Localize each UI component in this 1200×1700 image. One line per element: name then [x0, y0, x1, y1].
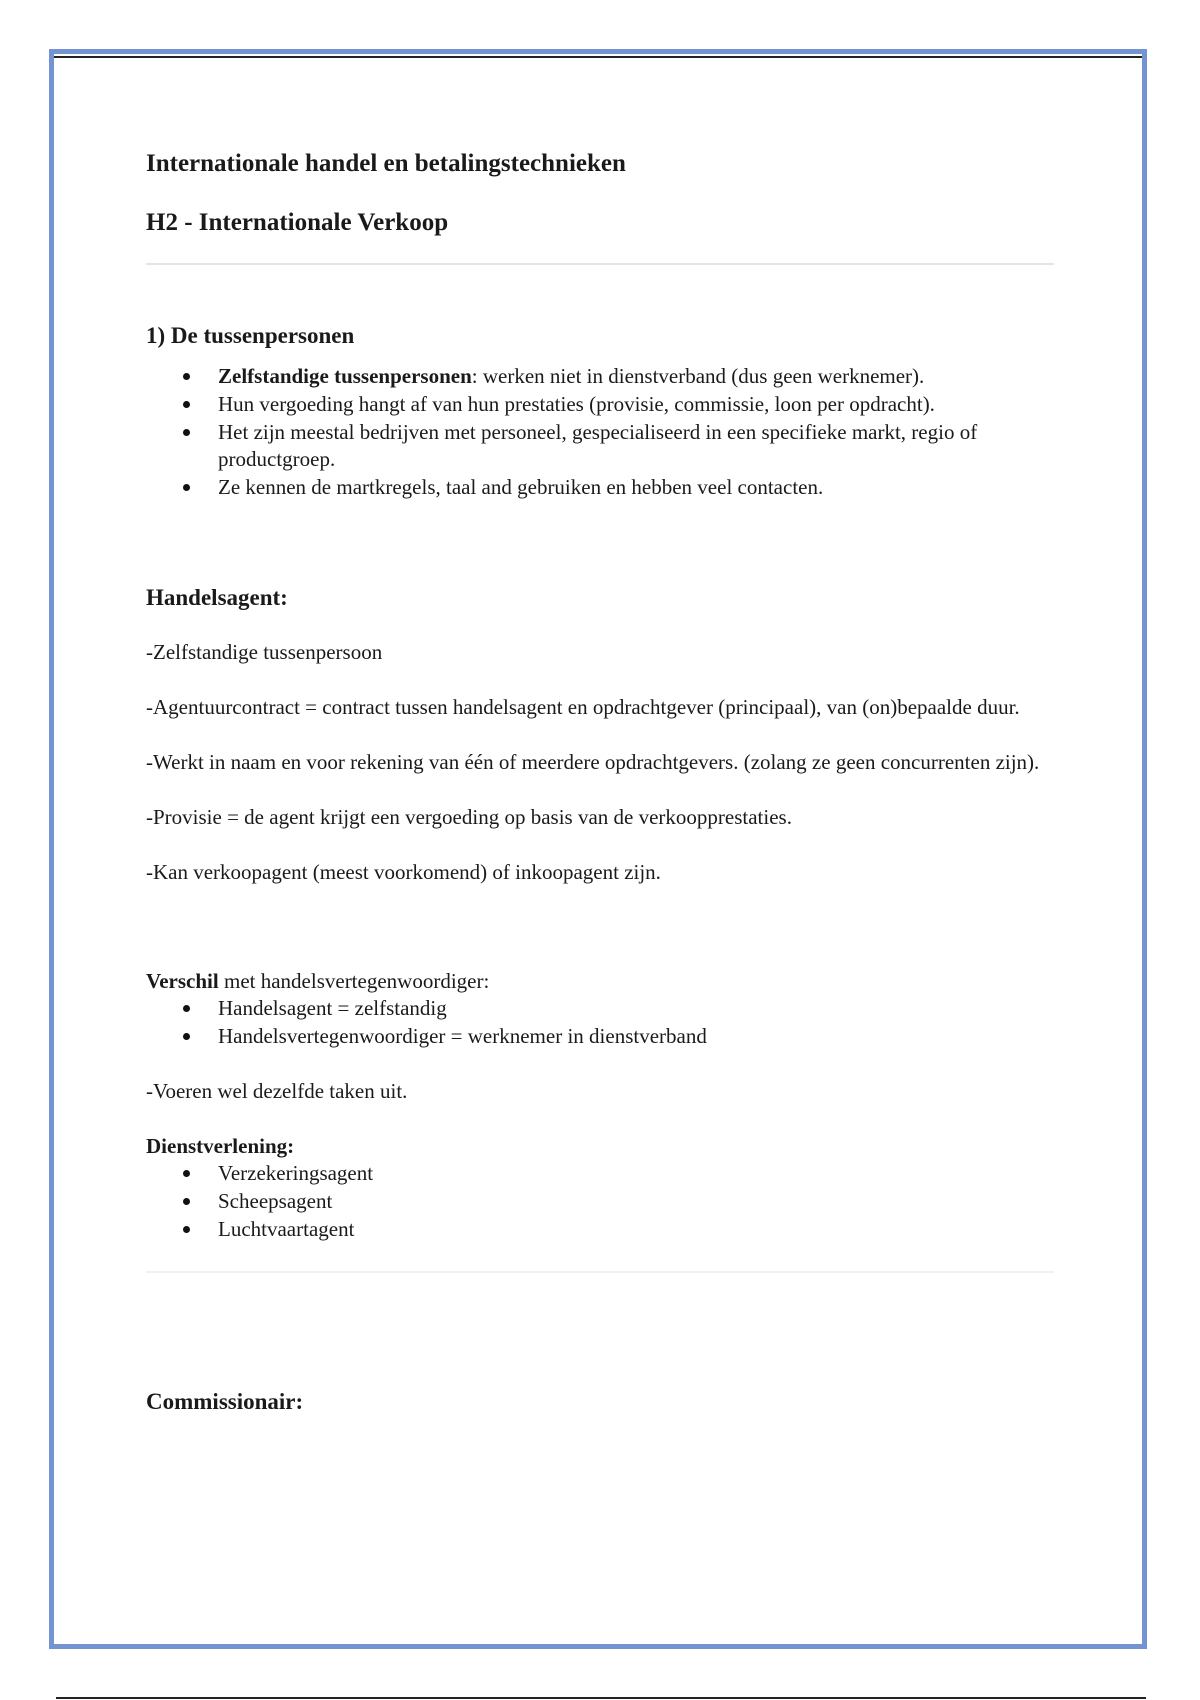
paragraph: -Provisie = de agent krijgt een vergoeding op basis van de verkoopprestaties.: [146, 804, 792, 829]
list-item: [146, 1160, 1054, 1187]
list-item: [146, 363, 1054, 390]
list-item: [146, 474, 1054, 501]
list-item-text: Hun vergoeding hangt af van hun prestaties (provisie, commissie, loon per opdracht).: [218, 391, 935, 416]
verschil-list: [146, 995, 1054, 1050]
header-divider: [146, 263, 1054, 265]
paragraph: -Zelfstandige tussenpersoon: [146, 639, 383, 664]
list-item-text: Handelsagent = zelfstandig: [218, 995, 447, 1020]
bullet-icon: [183, 1005, 190, 1012]
list-item-text: Luchtvaartagent: [218, 1216, 355, 1241]
verschil-bold: Verschil: [146, 968, 219, 993]
document-content: [146, 140, 1054, 1417]
list-item: [146, 419, 1054, 473]
bullet-icon: [183, 373, 190, 380]
bullet-icon: [183, 401, 190, 408]
tussenpersonen-list: [146, 363, 1054, 501]
paragraph: -Agentuurcontract = contract tussen handelsagent en opdrachtgever (principaal), van (on)bepaalde duur.: [146, 694, 1020, 719]
bullet-icon: [183, 1226, 190, 1233]
section-heading-tussenpersonen: 1) De tussenpersonen: [146, 323, 355, 348]
list-item: [146, 1023, 1054, 1050]
list-item-text: : werken niet in dienstverband (dus geen werknemer).: [471, 363, 925, 388]
list-item-bold: Zelfstandige tussenpersonen: [218, 363, 472, 388]
dienstverlening-heading: Dienstverlening:: [146, 1133, 295, 1158]
bullet-icon: [183, 429, 190, 436]
list-item: [146, 1216, 1054, 1243]
list-item-text: Verzekeringsagent: [218, 1160, 374, 1185]
verschil-line: [146, 968, 1054, 995]
paragraph: -Werkt in naam en voor rekening van één of meerdere opdrachtgevers. (zolang ze geen concurrenten zijn).: [146, 749, 1040, 774]
paragraph: -Kan verkoopagent (meest voorkomend) of inkoopagent zijn.: [146, 859, 661, 884]
list-item-text: Ze kennen de martkregels, taal and gebruiken en hebben veel contacten.: [218, 474, 824, 499]
document-title: Internationale handel en betalingstechnieken: [146, 150, 626, 177]
section-divider: [146, 1271, 1054, 1273]
next-page-top-rule: [56, 1697, 1146, 1699]
bullet-icon: [183, 1170, 190, 1177]
bullet-icon: [183, 1033, 190, 1040]
list-item-text: Scheepsagent: [218, 1188, 333, 1213]
dienstverlening-list: [146, 1160, 1054, 1243]
verschil-text: met handelsvertegenwoordiger:: [218, 968, 490, 993]
paragraph: -Voeren wel dezelfde taken uit.: [146, 1078, 408, 1103]
document-subtitle: H2 - Internationale Verkoop: [146, 208, 449, 236]
list-item: [146, 391, 1054, 418]
list-item: [146, 1188, 1054, 1215]
list-item-text: Het zijn meestal bedrijven met personeel, gespecialiseerd in een specifieke markt, regio of productgroep.: [218, 419, 978, 471]
bullet-icon: [183, 1198, 190, 1205]
list-item: [146, 995, 1054, 1022]
section-heading-handelsagent: Handelsagent:: [146, 584, 288, 610]
bullet-icon: [183, 484, 190, 491]
section-heading-commissionair: Commissionair:: [146, 1388, 304, 1414]
list-item-text: Handelsvertegenwoordiger = werknemer in dienstverband: [218, 1023, 707, 1048]
